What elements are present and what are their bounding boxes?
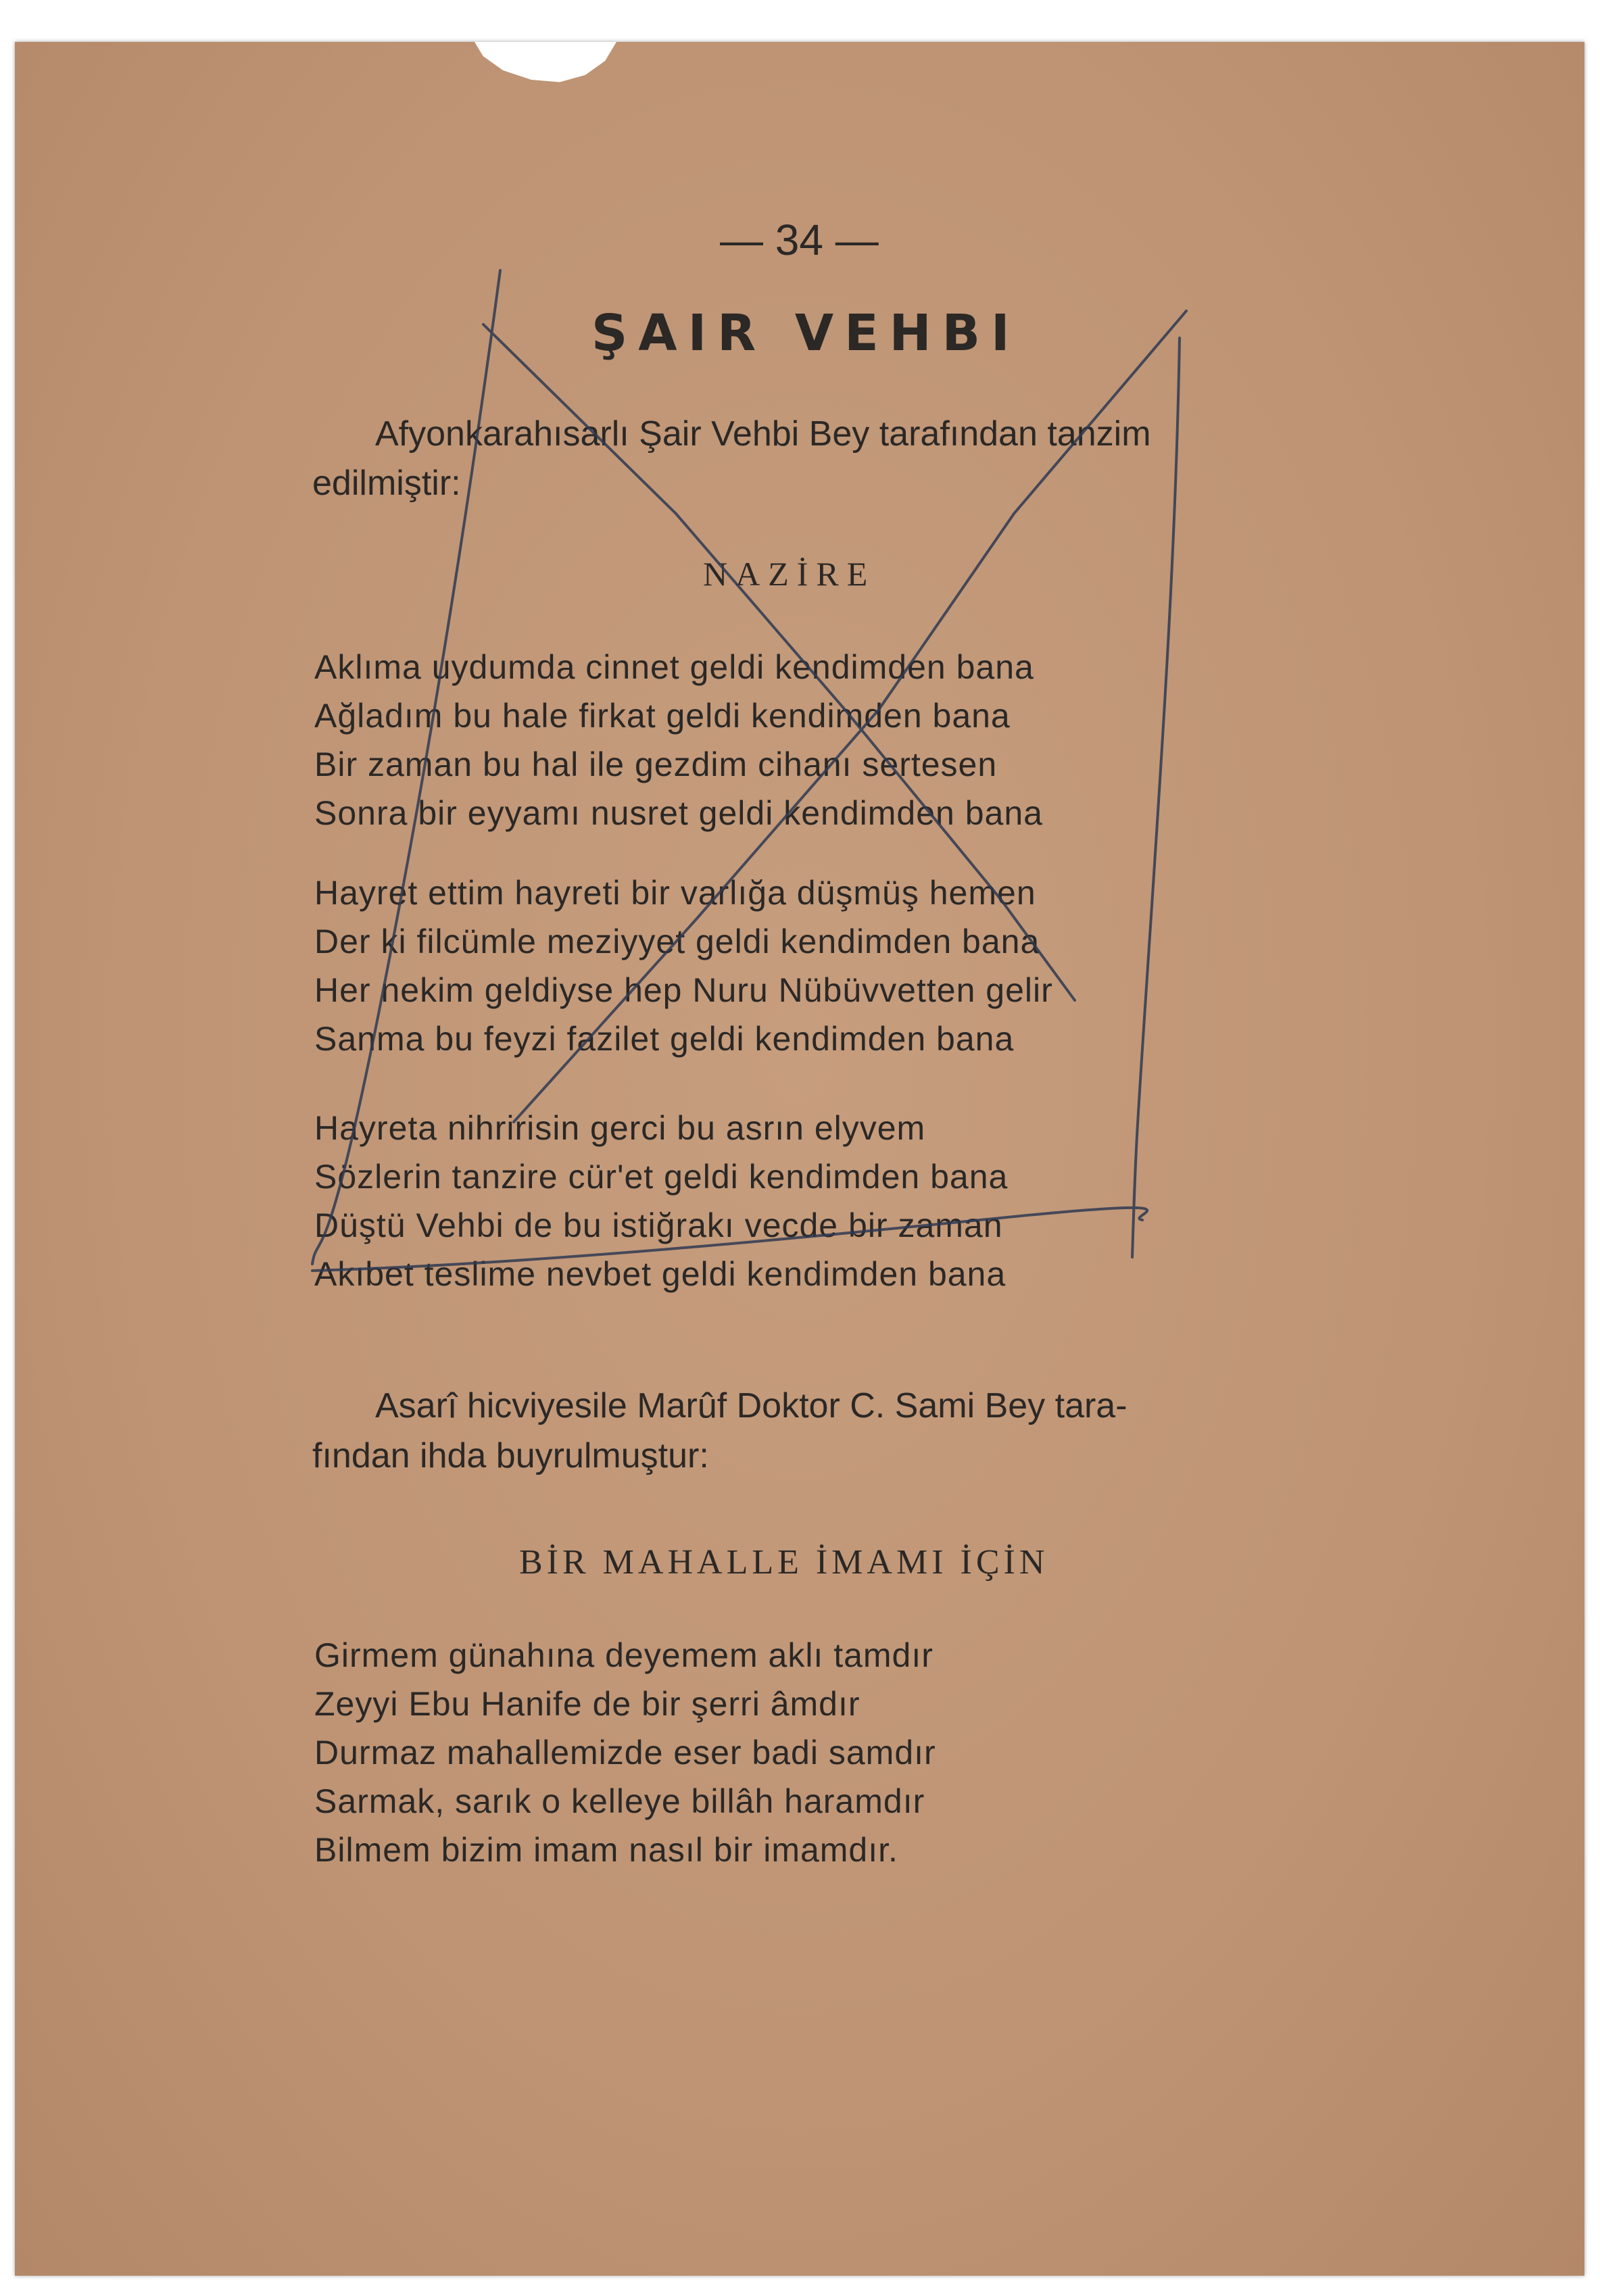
page-number: — 34 — xyxy=(720,216,879,264)
verse-line: Her nekim geldiyse hep Nuru Nübüvvetten gelir xyxy=(314,971,1053,1009)
subtitle-nazire: NAZİRE xyxy=(703,555,876,593)
verse-line: Sanma bu feyzi fazilet geldi kendimden bana xyxy=(314,1020,1015,1058)
intro-line-2: edilmiştir: xyxy=(312,464,461,503)
section2-intro-line-2: fından ihda buyrulmuştur: xyxy=(312,1436,709,1475)
verse-line: Zeyyi Ebu Hanife de bir şerri âmdır xyxy=(314,1685,860,1723)
pencil-line-left xyxy=(312,270,500,1264)
verse-line: Ağladım bu hale firkat geldi kendimden bana xyxy=(314,697,1011,735)
verse-line: Akıbet teslime nevbet geldi kendimden bana xyxy=(314,1255,1007,1293)
verse-line: Hayret ettim hayreti bir varlığa düşmüş hemen xyxy=(314,874,1036,912)
pencil-line-right xyxy=(1132,338,1180,1257)
verse-line: Sarmak, sarık o kelleye billâh haramdır xyxy=(314,1782,925,1820)
intro-line-1: Afyonkarahısarlı Şair Vehbi Bey tarafından tanzim xyxy=(375,414,1151,454)
section2-intro-line-1: Asarî hicviyesile Marûf Doktor C. Sami Bey tara- xyxy=(375,1386,1128,1425)
verse-line: Bilmem bizim imam nasıl bir imamdır. xyxy=(314,1831,898,1869)
pencil-diagonal-down xyxy=(483,324,1075,1000)
verse-line: Bir zaman bu hal ile gezdim cihanı sertesen xyxy=(314,746,998,783)
section-title-sair-vehbi: ŞAIR VEHBI xyxy=(591,304,1021,362)
section-title-bir-mahalle-imami: BİR MAHALLE İMAMI İÇİN xyxy=(519,1543,1049,1582)
verse-line: Hayreta nihririsin gerci bu asrın elyvem xyxy=(314,1109,926,1147)
verse-line: Girmem günahına deyemem aklı tamdır xyxy=(314,1636,934,1674)
pencil-bottom-line xyxy=(312,1208,1147,1271)
verse-line: Aklıma uydumda cinnet geldi kendimden bana xyxy=(314,648,1034,686)
verse-line: Düştü Vehbi de bu istiğrakı vecde bir zaman xyxy=(314,1206,1003,1244)
verse-line: Durmaz mahallemizde eser badi samdır xyxy=(314,1734,936,1772)
verse-line: Sözlerin tanzire cür'et geldi kendimden bana xyxy=(314,1158,1009,1196)
verse-line: Der ki filcümle meziyyet geldi kendimden bana xyxy=(314,923,1040,960)
verse-line: Sonra bir eyyamı nusret geldi kendimden bana xyxy=(314,794,1043,832)
